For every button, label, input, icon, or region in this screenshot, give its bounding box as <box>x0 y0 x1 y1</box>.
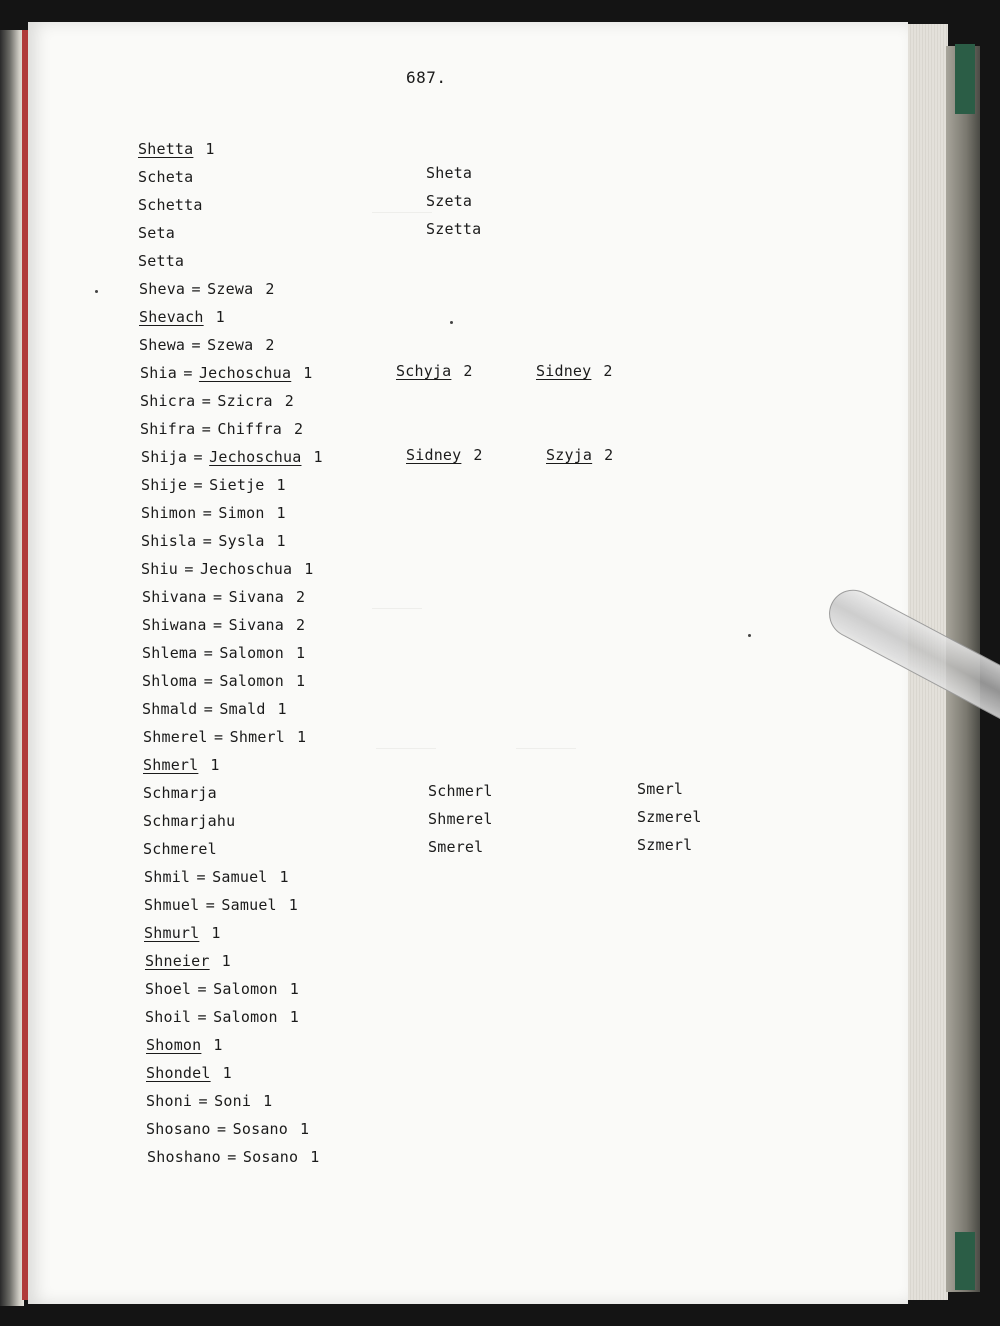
entry-name: Shifra <box>140 420 196 438</box>
entry-name: Shivana <box>142 588 207 606</box>
entry-target: Sosano <box>242 1148 299 1166</box>
entry-target: Sysla <box>218 532 265 550</box>
equals-sign: = <box>217 1120 227 1138</box>
equals-sign: = <box>203 672 213 690</box>
entry-name: Shmerl <box>143 756 199 774</box>
entry-name: Setta <box>138 252 185 270</box>
entry-target: Szewa <box>207 280 254 298</box>
index-entry <box>144 924 221 942</box>
cross-ref-count: 2 <box>473 446 483 464</box>
index-entry <box>142 700 287 718</box>
index-entry <box>138 140 215 158</box>
entry-count: 1 <box>210 756 220 774</box>
entry-name: Shia <box>140 364 177 382</box>
index-entry <box>138 168 205 186</box>
entry-name: Shmil <box>144 868 191 886</box>
index-entry <box>141 504 286 522</box>
variant-name: Sheta <box>426 164 473 182</box>
index-entry <box>146 1036 223 1054</box>
equals-sign: = <box>227 1148 237 1166</box>
index-entry <box>139 308 225 326</box>
index-entry <box>141 448 323 466</box>
index-entry <box>142 672 305 690</box>
entry-name: Seta <box>138 224 175 242</box>
equals-sign: = <box>193 448 203 466</box>
index-entry <box>144 868 289 886</box>
cross-ref <box>536 362 613 380</box>
cross-ref-count: 2 <box>603 362 613 380</box>
variant-name: Szmerl <box>637 836 693 854</box>
bleed-through-mark <box>372 198 432 213</box>
cross-ref-count: 2 <box>604 446 614 464</box>
entry-target: Sosano <box>232 1120 289 1138</box>
entry-name: Schmerel <box>143 840 217 858</box>
entry-name: Shevach <box>139 308 204 326</box>
equals-sign: = <box>213 588 223 606</box>
entry-count: 1 <box>289 1008 300 1026</box>
cross-ref <box>396 362 473 380</box>
entry-target: Samuel <box>221 896 277 914</box>
entry-name: Shija <box>141 448 188 466</box>
entry-target: Jechoschua <box>198 364 292 382</box>
entry-name: Shicra <box>140 392 196 410</box>
index-entry <box>143 840 229 858</box>
cross-ref-name: Sidney <box>536 362 592 380</box>
entry-count: 1 <box>276 476 286 494</box>
entry-name: Schmarja <box>143 784 217 802</box>
equals-sign: = <box>201 420 211 438</box>
entry-count: 1 <box>205 140 215 158</box>
index-entry <box>145 952 231 970</box>
entry-count: 1 <box>289 980 300 998</box>
entry-name: Shneier <box>145 952 210 970</box>
cover-corner-bottom <box>955 1232 975 1290</box>
cross-ref-name: Sidney <box>406 446 462 464</box>
index-entry <box>138 224 187 242</box>
equals-sign: = <box>213 616 223 634</box>
equals-sign: = <box>202 532 212 550</box>
entry-count: 1 <box>211 924 221 942</box>
index-entry <box>140 392 294 410</box>
entry-count: 1 <box>215 308 225 326</box>
stray-mark <box>450 321 453 324</box>
bleed-through-mark <box>372 594 422 609</box>
entry-count: 2 <box>284 392 295 410</box>
stray-mark <box>95 290 98 293</box>
entry-target: Salomon <box>213 1008 278 1026</box>
equals-sign: = <box>196 868 206 886</box>
equals-sign: = <box>191 280 201 298</box>
entry-name: Shiu <box>141 560 178 578</box>
variant-name: Szmerel <box>637 808 702 826</box>
entry-target: Sietje <box>209 476 265 494</box>
equals-sign: = <box>205 896 215 914</box>
entry-count: 1 <box>276 504 286 522</box>
entry-target: Smald <box>219 700 266 718</box>
entry-count: 1 <box>296 644 306 662</box>
entry-name: Shmerel <box>143 728 208 746</box>
entry-count: 1 <box>276 532 286 550</box>
cross-ref <box>546 446 613 464</box>
entry-count: 1 <box>279 868 289 886</box>
entry-count: 1 <box>213 1036 223 1054</box>
entry-name: Shoil <box>145 1008 192 1026</box>
entry-name: Shmald <box>142 700 198 718</box>
entry-name: Shlema <box>142 644 198 662</box>
entry-count: 1 <box>297 728 307 746</box>
entry-target: Simon <box>218 504 265 522</box>
index-entry <box>143 756 220 774</box>
index-entry <box>141 532 286 550</box>
bleed-through-mark <box>376 734 436 749</box>
entry-count: 1 <box>310 1148 320 1166</box>
equals-sign: = <box>201 392 211 410</box>
cross-ref-name: Schyja <box>396 362 452 380</box>
entry-target: Samuel <box>212 868 268 886</box>
index-entry <box>146 1120 309 1138</box>
variant-name: Smerel <box>428 838 484 856</box>
entry-name: Shisla <box>141 532 197 550</box>
entry-target: Chiffra <box>217 420 283 438</box>
equals-sign: = <box>214 728 224 746</box>
entry-name: Shiwana <box>142 616 207 634</box>
index-entry <box>138 196 215 214</box>
index-entry <box>142 588 305 606</box>
entry-count: 1 <box>263 1092 273 1110</box>
stray-mark <box>748 634 751 637</box>
entry-name: Shimon <box>141 504 197 522</box>
document-page <box>28 22 908 1304</box>
entry-name: Scheta <box>138 168 194 186</box>
index-entry <box>143 784 229 802</box>
entry-target: Szicra <box>217 392 273 410</box>
entry-count: 1 <box>277 700 287 718</box>
entry-count: 1 <box>313 448 323 466</box>
entry-name: Schetta <box>138 196 203 214</box>
cross-ref-count: 2 <box>463 362 473 380</box>
entry-target: Jechoschua <box>199 560 293 578</box>
left-page-edge <box>0 30 24 1306</box>
cross-ref-name: Szyja <box>546 446 593 464</box>
entry-count: 1 <box>221 952 231 970</box>
entry-count: 1 <box>296 672 306 690</box>
cross-ref <box>406 446 483 464</box>
entry-name: Shije <box>141 476 188 494</box>
variant-name: Schmerl <box>428 782 493 800</box>
entry-name: Shomon <box>146 1036 202 1054</box>
equals-sign: = <box>203 644 213 662</box>
page-number: 687. <box>406 68 447 87</box>
entry-target: Sivana <box>228 588 285 606</box>
equals-sign: = <box>184 560 194 578</box>
entry-count: 1 <box>300 1120 310 1138</box>
entry-target: Szewa <box>207 336 254 354</box>
equals-sign: = <box>183 364 193 382</box>
equals-sign: = <box>198 1092 208 1110</box>
index-entry <box>142 616 305 634</box>
variant-name: Smerl <box>637 780 684 798</box>
entry-count: 2 <box>265 336 275 354</box>
variant-name: Szeta <box>426 192 473 210</box>
entry-count: 2 <box>296 616 306 634</box>
index-entry <box>147 1148 319 1166</box>
index-entry <box>141 560 313 578</box>
entry-count: 2 <box>296 588 306 606</box>
entry-count: 1 <box>288 896 299 914</box>
index-entry <box>139 336 275 354</box>
index-entry <box>138 252 196 270</box>
entry-name: Shloma <box>142 672 198 690</box>
entry-name: Sheva <box>139 280 186 298</box>
index-entry <box>143 728 306 746</box>
index-entry <box>145 980 299 998</box>
entry-name: Shetta <box>138 140 194 158</box>
index-entry <box>145 1008 299 1026</box>
bleed-through-mark <box>516 734 576 749</box>
entry-target: Jechoschua <box>209 448 302 466</box>
entry-target: Shmerl <box>229 728 286 746</box>
variant-name: Shmerel <box>428 810 493 828</box>
index-entry <box>140 364 312 382</box>
entry-name: Shmuel <box>144 896 200 914</box>
index-entry <box>143 812 247 830</box>
entry-name: Shoshano <box>147 1148 221 1166</box>
index-entry <box>141 476 286 494</box>
index-entry <box>140 420 303 438</box>
equals-sign: = <box>203 700 213 718</box>
entry-target: Salomon <box>213 980 278 998</box>
entry-count: 2 <box>294 420 304 438</box>
index-entry <box>139 280 275 298</box>
equals-sign: = <box>202 504 212 522</box>
entry-target: Salomon <box>219 672 285 690</box>
equals-sign: = <box>197 1008 207 1026</box>
entry-count: 1 <box>303 364 313 382</box>
index-entry <box>146 1092 272 1110</box>
entry-name: Shoel <box>145 980 192 998</box>
entry-count: 2 <box>265 280 275 298</box>
variant-name: Szetta <box>426 220 482 238</box>
entry-name: Shondel <box>146 1064 211 1082</box>
equals-sign: = <box>191 336 201 354</box>
equals-sign: = <box>193 476 203 494</box>
entry-target: Salomon <box>219 644 285 662</box>
entry-target: Soni <box>214 1092 252 1110</box>
equals-sign: = <box>197 980 207 998</box>
index-entry <box>146 1064 232 1082</box>
index-entry <box>144 896 298 914</box>
entry-name: Shewa <box>139 336 186 354</box>
entry-name: Shmurl <box>144 924 200 942</box>
cover-corner-top <box>955 44 975 114</box>
entry-count: 1 <box>222 1064 232 1082</box>
entry-name: Shosano <box>146 1120 211 1138</box>
entry-name: Shoni <box>146 1092 193 1110</box>
entry-target: Sivana <box>228 616 285 634</box>
index-entry <box>142 644 305 662</box>
entry-name: Schmarjahu <box>143 812 236 830</box>
entry-count: 1 <box>304 560 314 578</box>
